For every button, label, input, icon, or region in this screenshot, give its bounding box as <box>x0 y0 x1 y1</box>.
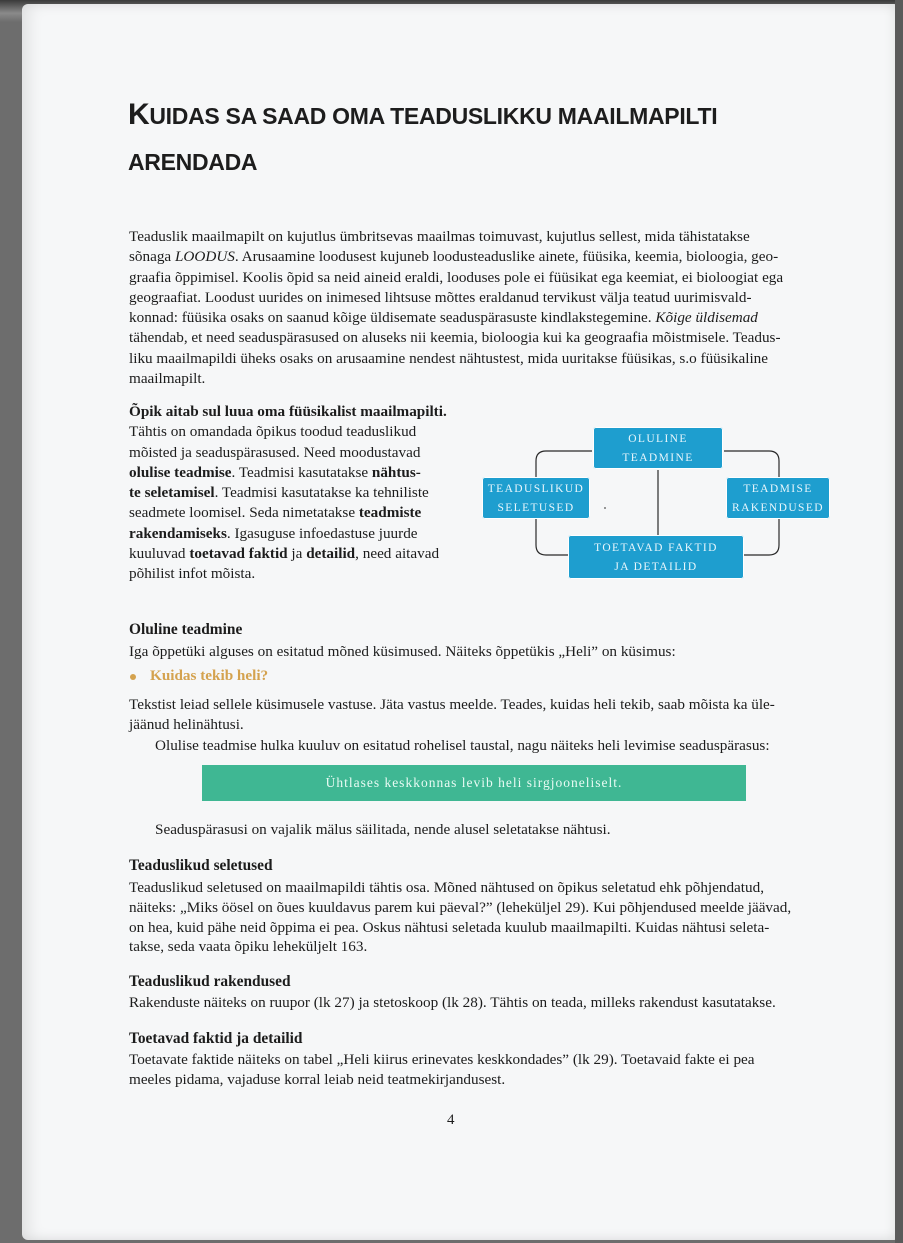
seletused-line: on hea, kuid pähe neid õppima ei pea. Oskus nähtusi seletada kuulub maailmapilti. Kuidas nähtusi seleta- <box>129 919 770 936</box>
intro-paragraph <box>129 227 819 389</box>
knowledge-diagram <box>480 425 836 585</box>
text: . Igasuguse infoedastuse juurde <box>226 524 418 542</box>
left-column-line: mõisted ja seaduspärasused. Need moodustavad <box>129 443 421 461</box>
key-statement-box: Ühtlases keskkonnas levib heli sirgjooneliselt. <box>202 765 746 801</box>
text: ja <box>287 545 307 563</box>
diagram-box-oluline-teadmine <box>593 427 723 469</box>
left-column-line <box>129 503 465 523</box>
left-column-line <box>129 524 465 544</box>
diagram-label: TEADMISE <box>743 483 813 495</box>
diagram-label: TOETAVAD FAKTID <box>594 542 718 554</box>
heading-toetavad-faktid: Toetavad faktid ja detailid <box>129 1030 303 1047</box>
intro-text: sõnaga <box>129 248 175 266</box>
seletused-line: takse, seda vaata õpiku leheküljelt 163. <box>129 938 368 955</box>
text: . Teadmisi kasutatakse <box>231 463 372 481</box>
title-line-1-text: UIDAS SA SAAD OMA TEADUSLIKKU MAAILMAPILTI <box>149 103 718 129</box>
left-column-line: Tähtis on omandada õpikus toodud teaduslikud <box>129 423 417 441</box>
question-bullet <box>130 667 268 685</box>
page-number: 4 <box>447 1112 455 1128</box>
intro-line: Teaduslik maailmapilt on kujutlus ümbritsevas maailmas toimuvast, kujutlus sellest, mida tähistatakse <box>129 228 750 245</box>
oluline-line: Seaduspärasusi on vajalik mälus säilitada, nende alusel seletatakse nähtusi. <box>155 821 611 838</box>
intro-text: . Arusaamine loodusest kujuneb loodusteaduslike ainete, füüsika, keemia, bioloogia, geo- <box>234 248 779 266</box>
bold-term: toetavad faktid <box>189 545 288 563</box>
text: seadmete loomisel. Seda nimetatakse <box>129 504 359 522</box>
left-column-line <box>129 544 465 564</box>
diagram-label: JA DETAILID <box>614 561 698 573</box>
bullet-dot-icon <box>130 674 136 680</box>
intro-line: tähendab, et need seaduspärasused on aluseks nii keemia, bioloogia kui ka geograafia mõistmisele. Teadus- <box>129 329 781 347</box>
diagram-label: OLULINE <box>628 433 688 445</box>
left-column-paragraph <box>129 402 465 585</box>
left-column-line <box>129 463 465 483</box>
diagram-label: SELETUSED <box>497 502 575 514</box>
diagram-box-toetavad-faktid <box>568 535 744 579</box>
intro-line: liku maailmapildi üheks osaks on arusaamine nendest nähtustest, mida uuritakse füüsikas, s.o füüsikaline <box>129 349 769 367</box>
intro-text: konnad: füüsika osaks on saanud kõige üldisemate seaduspärasuste kindlakstegemine. <box>129 309 656 327</box>
scan-right-edge <box>895 0 903 1243</box>
toetavad-line: Toetavate faktide näiteks on tabel „Heli kiirus erinevates keskkondades” (lk 29). Toetavaid fakte ei pea <box>129 1051 755 1068</box>
oluline-line: Iga õppetüki alguses on esitatud mõned küsimused. Näiteks õppetükis „Heli” on küsimus: <box>129 643 676 660</box>
intro-line <box>129 308 819 328</box>
left-column-line <box>129 483 465 503</box>
title-line-2: ARENDADA <box>128 149 258 175</box>
diagram-label: RAKENDUSED <box>732 502 824 514</box>
intro-line: geograafiat. Loodust uurides on inimesed lihtsuse mõttes eraldanud tervikust välja teatud uurimisvald- <box>129 288 752 306</box>
text: . Teadmisi kasutatakse ka tehniliste <box>214 484 429 502</box>
bold-term: teadmiste <box>358 504 422 522</box>
oluline-line: jäänud helinähtusi. <box>129 716 244 733</box>
diagram-box-teaduslikud-seletused <box>482 477 590 519</box>
heading-oluline-teadmine: Oluline teadmine <box>129 621 243 638</box>
diagram-label: TEADMINE <box>622 452 694 464</box>
bold-term: olulise teadmise <box>129 463 232 481</box>
intro-line: graafia õppimisel. Koolis õpid sa neid aineid eraldi, looduses pole ei füüsikat ega keemiat, ei bioloogiat ega <box>129 268 784 286</box>
intro-line: maailmapilt. <box>129 370 206 388</box>
intro-italic: Kõige üldisemad <box>655 309 758 327</box>
text: kuuluvad <box>129 545 190 563</box>
bold-term: te seletamisel <box>129 484 215 502</box>
heading-teaduslikud-rakendused: Teaduslikud rakendused <box>129 973 291 990</box>
oluline-line: Tekstist leiad sellele küsimusele vastuse. Jäta vastus meelde. Teades, kuidas heli tekib, saab mõista ka üle- <box>129 696 775 713</box>
intro-line <box>129 247 819 267</box>
text: , need aitavad <box>355 545 440 563</box>
toetavad-line: meeles pidama, vajaduse korral leiab neid teatmekirjandusest. <box>129 1071 506 1088</box>
oluline-line: Olulise teadmise hulka kuuluv on esitatud rohelisel taustal, nagu näiteks heli levimise seaduspärasus: <box>155 737 770 754</box>
seletused-line: näiteks: „Miks öösel on õues kuuldavus parem kui päeval?” (leheküljel 29). Kui põhjendused meelde jäävad, <box>129 899 792 916</box>
diagram-label: TEADUSLIKUD <box>487 483 585 495</box>
bold-term: rakendamiseks <box>129 524 227 542</box>
heading-teaduslikud-seletused: Teaduslikud seletused <box>129 857 273 874</box>
intro-italic-loodus: LOODUS <box>174 248 235 266</box>
seletused-line: Teaduslikud seletused on maailmapildi tähtis osa. Mõned nähtused on õpikus seletatud ehk põhjendatud, <box>129 879 765 896</box>
left-column-line: põhilist infot mõista. <box>129 565 256 583</box>
page-title <box>128 92 768 185</box>
left-column-lead: Õpik aitab sul luua oma füüsikalist maailmapilti. <box>129 403 447 420</box>
diagram-box-teadmise-rakendused <box>726 477 830 519</box>
bold-term: detailid <box>306 545 356 563</box>
question-text: Kuidas tekib heli? <box>150 667 269 684</box>
bold-term: nähtus- <box>371 463 421 481</box>
rakendused-line: Rakenduste näiteks on ruupor (lk 27) ja stetoskoop (lk 28). Tähtis on teada, milleks rakendust kasutatakse. <box>129 994 776 1011</box>
title-initial: K <box>128 98 150 131</box>
title-line-1 <box>128 92 768 139</box>
